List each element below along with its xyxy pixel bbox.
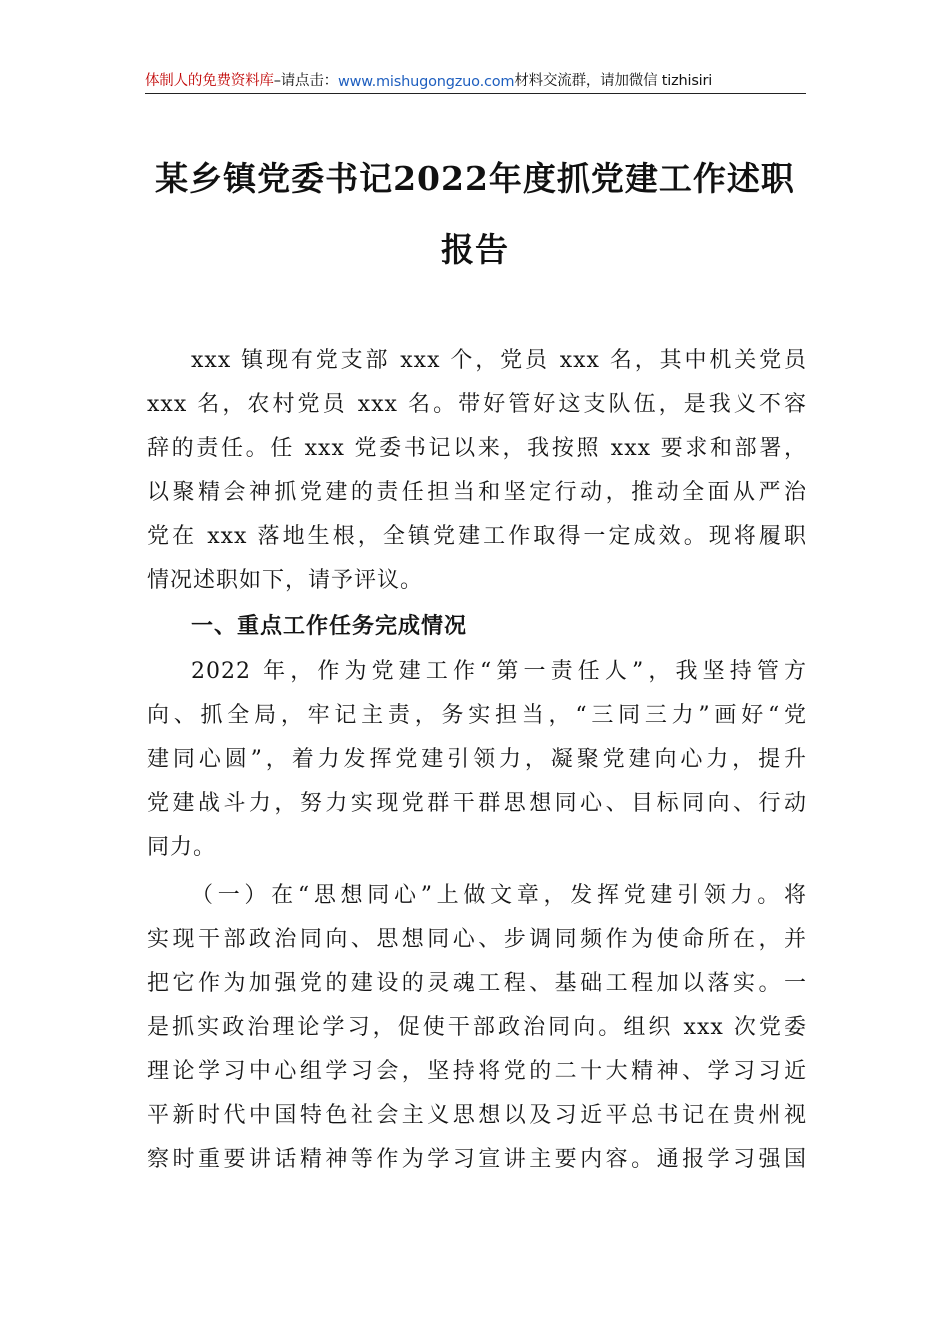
section-heading: 一、重点工作任务完成情况 — [191, 614, 468, 639]
paragraph-line: 把它作为加强党的建设的灵魂工程、基础工程加以落实。一 — [147, 971, 807, 996]
header-wechat-text: 材料交流群，请加微信 tizhisiri — [514, 73, 713, 89]
document-title-line-1: 某乡镇党委书记2022年度抓党建工作述职 — [155, 159, 795, 198]
paragraph-line: 党建战斗力，努力实现党群干群思想同心、目标同向、行动 — [147, 791, 807, 816]
paragraph-line: xxx 镇现有党支部 xxx 个，党员 xxx 名，其中机关党员 — [191, 348, 807, 373]
paragraph-line: 同力。 — [147, 835, 217, 860]
page-header-banner — [145, 66, 806, 94]
header-website-link[interactable]: www.mishugongzuo.com — [337, 74, 515, 90]
paragraph-line: 实现干部政治同向、思想同心、步调同频作为使命所在，并 — [147, 927, 807, 952]
document-title-line-2: 报告 — [441, 230, 509, 269]
paragraph-line: xxx 名，农村党员 xxx 名。带好管好这支队伍，是我义不容 — [147, 392, 807, 417]
paragraph-line: 平新时代中国特色社会主义思想以及习近平总书记在贵州视 — [147, 1103, 807, 1128]
paragraph-line: 理论学习中心组学习会，坚持将党的二十大精神、学习习近 — [147, 1059, 807, 1084]
paragraph-line: 情况述职如下，请予评议。 — [147, 568, 424, 593]
paragraph-line: （一）在“思想同心”上做文章，发挥党建引领力。将 — [191, 883, 807, 908]
header-brand-text: 体制人的免费资料库 — [145, 73, 274, 89]
paragraph-line: 向、抓全局，牢记主责，务实担当，“三同三力”画好“党 — [147, 703, 807, 728]
paragraph-line: 以聚精会神抓党建的责任担当和坚定行动，推动全面从严治 — [147, 480, 807, 505]
header-click-text: –请点击： — [273, 73, 338, 89]
paragraph-line: 察时重要讲话精神等作为学习宣讲主要内容。通报学习强国 — [147, 1147, 807, 1172]
paragraph-line: 党在 xxx 落地生根，全镇党建工作取得一定成效。现将履职 — [147, 524, 807, 549]
paragraph-line: 是抓实政治理论学习，促使干部政治同向。组织 xxx 次党委 — [147, 1015, 807, 1040]
paragraph-line: 2022 年，作为党建工作“第一责任人”，我坚持管方 — [191, 659, 807, 684]
paragraph-line: 辞的责任。任 xxx 党委书记以来，我按照 xxx 要求和部署， — [147, 436, 807, 461]
paragraph-line: 建同心圆”，着力发挥党建引领力，凝聚党建向心力，提升 — [147, 747, 807, 772]
